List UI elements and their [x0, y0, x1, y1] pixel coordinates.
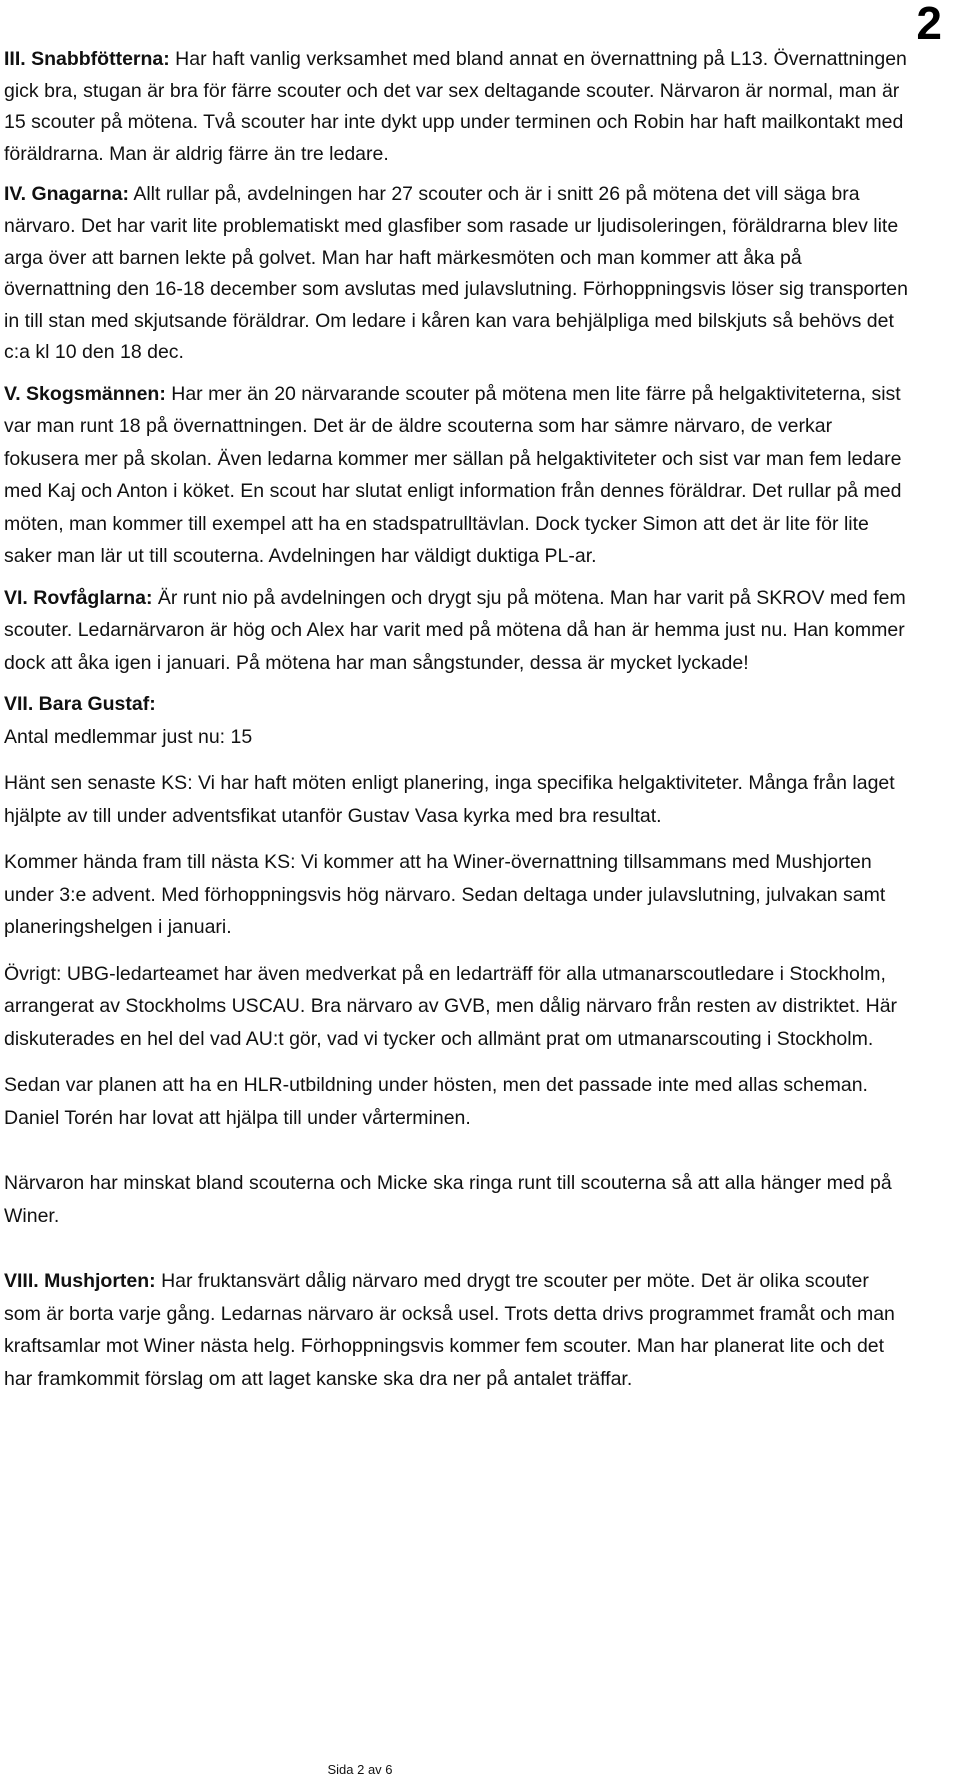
- section-heading: VIII. Mushjorten:: [4, 1270, 156, 1293]
- section-text: Har mer än 20 närvarande scouter på mötena men lite färre på helgaktiviteterna, sist var man runt 18 på övernattningen. Det är de äldre scouterna som har sämre närvaro, de verkar fokusera mer på skolan. Även ledarna kommer mer sällan på helgaktiviteter och sist var man fem ledare med Kaj och Anton i köket. En scout har slutat enligt information från dennes föräldrar. Det rullar på med möten, man kommer till exempel att ha en stadspatrulltävlan. Dock tycker Simon att det är lite för lite saker man lär ut till scouterna. Avdelningen har väldigt duktiga PL-ar.: [4, 382, 902, 568]
- section-text: Har fruktansvärt dålig närvaro med drygt tre scouter per möte. Det är olika scouter som är borta varje gång. Ledarnas närvaro är också usel. Trots detta drivs programmet framåt och man kraftsamlar mot Winer nästa helg. Förhoppningsvis kommer fem scouter. Man har planerat lite och det har framkommit förslag om att laget kanske ska dra ner på antalet träffar.: [4, 1270, 895, 1390]
- page-footer: Sida 2 av 6: [327, 1762, 393, 1777]
- bara-gustaf-hlr: Sedan var planen att ha en HLR-utbildning under hösten, men det passade inte med allas scheman. Daniel Torén har lovat att hjälpa till under vårterminen.: [4, 1074, 868, 1129]
- section-heading: III. Snabbfötterna:: [4, 48, 170, 70]
- page-number: 2: [916, 0, 942, 49]
- section-snabbfotterna: [4, 44, 909, 170]
- section-text: Allt rullar på, avdelningen har 27 scouter och är i snitt 26 på mötena det vill säga bra närvaro. Det har varit lite problematiskt med glasfiber som rasade ur ljudisoleringen, föräldrarna blev lite arga över att barnen lekte på golvet. Man har haft märkesmöten och man kommer att åka på övernattning den 16-18 december som avslutas med julavslutning. Förhoppningsvis löser sig transporten in till stan med skjutsande föräldrar. Om ledare i kåren kan vara behjälpliga med bilskjuts så behövs det c:a kl 10 den 18 dec.: [4, 183, 908, 364]
- section-rovfaglarna: [4, 582, 909, 680]
- section-mushjorten: [4, 1265, 909, 1395]
- section-heading: V. Skogsmännen:: [4, 382, 166, 405]
- bara-gustaf-coming: Kommer hända fram till nästa KS: Vi kommer att ha Winer-övernattning tillsammans med Mushjorten under 3:e advent. Med förhoppningsvis hög närvaro. Sedan deltaga under julavslutning, julvakan samt planeringshelgen i januari.: [4, 851, 886, 939]
- bara-gustaf-other: Övrigt: UBG-ledarteamet har även medverkat på en ledarträff för alla utmanarscoutledare i Stockholm, arrangerat av Stockholms USCAU. Bra närvaro av GVB, men dålig närvaro från resten av distriktet. Här diskuterades en hel del vad AU:t gör, vad vi tycker och allmänt prat om utmanarscouting i Stockholm.: [4, 962, 898, 1050]
- section-heading: VI. Rovfåglarna:: [4, 586, 153, 609]
- section-gnagarna: [4, 179, 909, 369]
- section-text: Är runt nio på avdelningen och drygt sju på mötena. Man har varit på SKROV med fem scouter. Ledarnärvaron är hög och Alex har varit med på mötena då han är hemma just nu. Han kommer dock att åka igen i januari. På mötena har man sångstunder, dessa är mycket lyckade!: [4, 586, 906, 674]
- document-body: [4, 44, 909, 1395]
- bara-gustaf-attendance: Närvaron har minskat bland scouterna och Micke ska ringa runt till scouterna så att alla hänger med på Winer.: [4, 1172, 892, 1227]
- section-heading: VII. Bara Gustaf:: [4, 693, 156, 716]
- section-heading: IV. Gnagarna:: [4, 183, 129, 206]
- section-bara-gustaf: [4, 688, 909, 753]
- section-text: Har haft vanlig verksamhet med bland annat en övernattning på L13. Övernattningen gick bra, stugan är bra för färre scouter och det var sex deltagande scouter. Närvaron är normal, man är 15 scouter på mötena. Två scouter har inte dykt upp under terminen och Robin har haft mailkontakt med föräldrarna. Man är aldrig färre än tre ledare.: [4, 48, 907, 165]
- section-skogsmannen: [4, 378, 909, 573]
- bara-gustaf-since-last: Hänt sen senaste KS: Vi har haft möten enligt planering, inga specifika helgaktiviteter. Många från laget hjälpte av till under adventsfikat utanför Gustav Vasa kyrka med bra resultat.: [4, 772, 895, 827]
- members-count: Antal medlemmar just nu: 15: [4, 725, 253, 748]
